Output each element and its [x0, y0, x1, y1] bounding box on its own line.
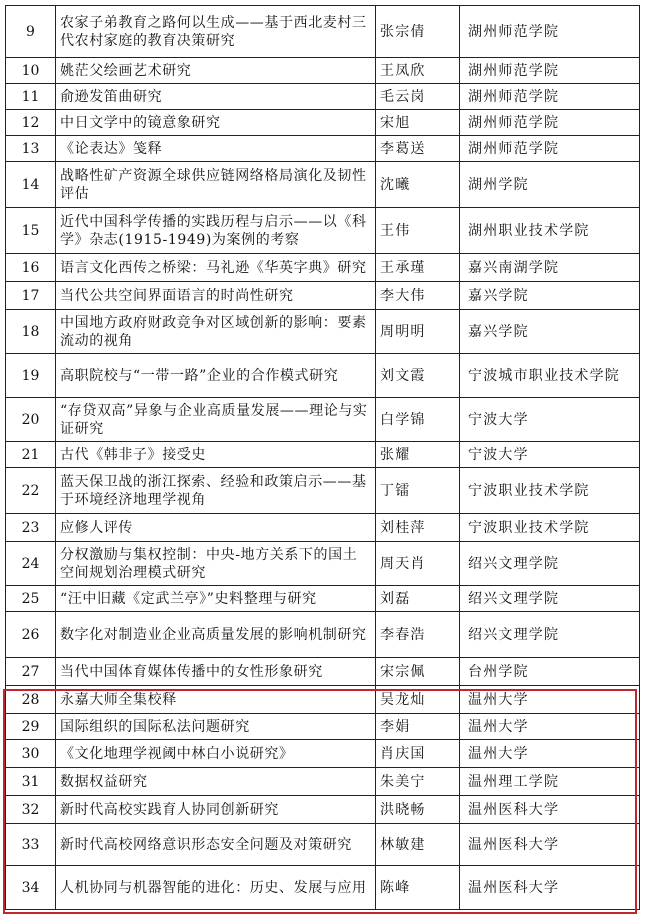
row-number: 34 — [6, 866, 56, 910]
author-name: 洪晓畅 — [376, 796, 460, 824]
author-name: 张耀 — [376, 442, 460, 468]
project-title: 《论表达》笺释 — [56, 136, 376, 162]
project-title: 中国地方政府财政竞争对区域创新的影响：要素流动的视角 — [56, 310, 376, 354]
project-title: “汪中旧藏《定武兰亭》”史料整理与研究 — [56, 586, 376, 612]
author-name: 白学锦 — [376, 398, 460, 442]
author-name: 张宗倩 — [376, 6, 460, 58]
table-row — [6, 84, 640, 110]
author-name: 李大伟 — [376, 282, 460, 310]
project-title: 《文化地理学视阈中林白小说研究》 — [56, 740, 376, 768]
table-row — [6, 796, 640, 824]
row-number: 24 — [6, 542, 56, 586]
table-row — [6, 6, 640, 58]
author-name: 沈曦 — [376, 162, 460, 208]
institution-name: 湖州职业技术学院 — [460, 208, 640, 254]
project-title: 分权激励与集权控制：中央-地方关系下的国土空间规划治理模式研究 — [56, 542, 376, 586]
table-row — [6, 866, 640, 910]
table-row — [6, 740, 640, 768]
institution-name: 嘉兴学院 — [460, 310, 640, 354]
author-name: 李葛送 — [376, 136, 460, 162]
row-number: 11 — [6, 84, 56, 110]
table-row — [6, 824, 640, 866]
project-title: 蓝天保卫战的浙江探索、经验和政策启示——基于环境经济地理学视角 — [56, 468, 376, 514]
table-row — [6, 282, 640, 310]
table-row — [6, 612, 640, 658]
table-row — [6, 768, 640, 796]
row-number: 14 — [6, 162, 56, 208]
institution-name: 宁波职业技术学院 — [460, 514, 640, 542]
institution-name: 湖州师范学院 — [460, 84, 640, 110]
table-row — [6, 542, 640, 586]
project-title: 数字化对制造业企业高质量发展的影响机制研究 — [56, 612, 376, 658]
author-name: 陈峰 — [376, 866, 460, 910]
author-name: 林敏建 — [376, 824, 460, 866]
project-title: 国际组织的国际私法问题研究 — [56, 714, 376, 740]
institution-name: 宁波城市职业技术学院 — [460, 354, 640, 398]
project-title: “存贷双高”异象与企业高质量发展——理论与实证研究 — [56, 398, 376, 442]
author-name: 肖庆国 — [376, 740, 460, 768]
row-number: 21 — [6, 442, 56, 468]
row-number: 16 — [6, 254, 56, 282]
row-number: 20 — [6, 398, 56, 442]
table-row — [6, 110, 640, 136]
institution-name: 宁波职业技术学院 — [460, 468, 640, 514]
institution-name: 嘉兴南湖学院 — [460, 254, 640, 282]
row-number: 27 — [6, 658, 56, 686]
table-row — [6, 254, 640, 282]
author-name: 吴龙灿 — [376, 686, 460, 714]
row-number: 13 — [6, 136, 56, 162]
project-title: 当代公共空间界面语言的时尚性研究 — [56, 282, 376, 310]
author-name: 宋旭 — [376, 110, 460, 136]
author-name: 李春浩 — [376, 612, 460, 658]
author-name: 毛云岗 — [376, 84, 460, 110]
author-name: 周天肖 — [376, 542, 460, 586]
project-title: 新时代高校网络意识形态安全问题及对策研究 — [56, 824, 376, 866]
institution-name: 温州大学 — [460, 686, 640, 714]
row-number: 30 — [6, 740, 56, 768]
table-row — [6, 658, 640, 686]
table-row — [6, 162, 640, 208]
row-number: 22 — [6, 468, 56, 514]
project-title: 永嘉大师全集校释 — [56, 686, 376, 714]
author-name: 周明明 — [376, 310, 460, 354]
author-name: 王承瑾 — [376, 254, 460, 282]
author-name: 刘文霞 — [376, 354, 460, 398]
row-number: 26 — [6, 612, 56, 658]
institution-name: 宁波大学 — [460, 398, 640, 442]
project-table — [5, 5, 640, 910]
institution-name: 台州学院 — [460, 658, 640, 686]
table-row — [6, 586, 640, 612]
project-title: 数据权益研究 — [56, 768, 376, 796]
institution-name: 温州大学 — [460, 714, 640, 740]
project-title: 语言文化西传之桥梁：马礼逊《华英字典》研究 — [56, 254, 376, 282]
row-number: 10 — [6, 58, 56, 84]
table-row — [6, 398, 640, 442]
row-number: 18 — [6, 310, 56, 354]
row-number: 28 — [6, 686, 56, 714]
table-row — [6, 714, 640, 740]
institution-name: 绍兴文理学院 — [460, 612, 640, 658]
project-title: 当代中国体育媒体传播中的女性形象研究 — [56, 658, 376, 686]
institution-name: 湖州师范学院 — [460, 110, 640, 136]
project-title: 姚茫父绘画艺术研究 — [56, 58, 376, 84]
institution-name: 温州医科大学 — [460, 796, 640, 824]
row-number: 32 — [6, 796, 56, 824]
row-number: 19 — [6, 354, 56, 398]
table-row — [6, 442, 640, 468]
institution-name: 嘉兴学院 — [460, 282, 640, 310]
row-number: 23 — [6, 514, 56, 542]
project-title: 中日文学中的镜意象研究 — [56, 110, 376, 136]
row-number: 15 — [6, 208, 56, 254]
institution-name: 宁波大学 — [460, 442, 640, 468]
table-row — [6, 310, 640, 354]
row-number: 12 — [6, 110, 56, 136]
project-title: 战略性矿产资源全球供应链网络格局演化及韧性评估 — [56, 162, 376, 208]
institution-name: 温州医科大学 — [460, 824, 640, 866]
project-title: 俞逊发笛曲研究 — [56, 84, 376, 110]
project-title: 近代中国科学传播的实践历程与启示——以《科学》杂志(1915-1949)为案例的考察 — [56, 208, 376, 254]
institution-name: 温州理工学院 — [460, 768, 640, 796]
project-table-body — [6, 6, 640, 910]
institution-name: 湖州师范学院 — [460, 58, 640, 84]
author-name: 朱美宁 — [376, 768, 460, 796]
author-name: 李娟 — [376, 714, 460, 740]
institution-name: 湖州师范学院 — [460, 6, 640, 58]
project-title: 新时代高校实践育人协同创新研究 — [56, 796, 376, 824]
table-row — [6, 208, 640, 254]
institution-name: 湖州学院 — [460, 162, 640, 208]
table-row — [6, 58, 640, 84]
project-title: 人机协同与机器智能的进化：历史、发展与应用 — [56, 866, 376, 910]
table-row — [6, 686, 640, 714]
row-number: 33 — [6, 824, 56, 866]
row-number: 25 — [6, 586, 56, 612]
project-title: 农家子弟教育之路何以生成——基于西北麦村三代农村家庭的教育决策研究 — [56, 6, 376, 58]
institution-name: 绍兴文理学院 — [460, 586, 640, 612]
institution-name: 湖州师范学院 — [460, 136, 640, 162]
author-name: 丁镭 — [376, 468, 460, 514]
author-name: 刘桂萍 — [376, 514, 460, 542]
project-title: 高职院校与“一带一路”企业的合作模式研究 — [56, 354, 376, 398]
table-row — [6, 136, 640, 162]
project-title: 古代《韩非子》接受史 — [56, 442, 376, 468]
institution-name: 绍兴文理学院 — [460, 542, 640, 586]
row-number: 17 — [6, 282, 56, 310]
institution-name: 温州大学 — [460, 740, 640, 768]
row-number: 9 — [6, 6, 56, 58]
table-row — [6, 354, 640, 398]
table-row — [6, 514, 640, 542]
author-name: 刘磊 — [376, 586, 460, 612]
author-name: 王伟 — [376, 208, 460, 254]
author-name: 宋宗佩 — [376, 658, 460, 686]
table-row — [6, 468, 640, 514]
row-number: 31 — [6, 768, 56, 796]
institution-name: 温州医科大学 — [460, 866, 640, 910]
author-name: 王凤欣 — [376, 58, 460, 84]
row-number: 29 — [6, 714, 56, 740]
project-title: 应修人评传 — [56, 514, 376, 542]
